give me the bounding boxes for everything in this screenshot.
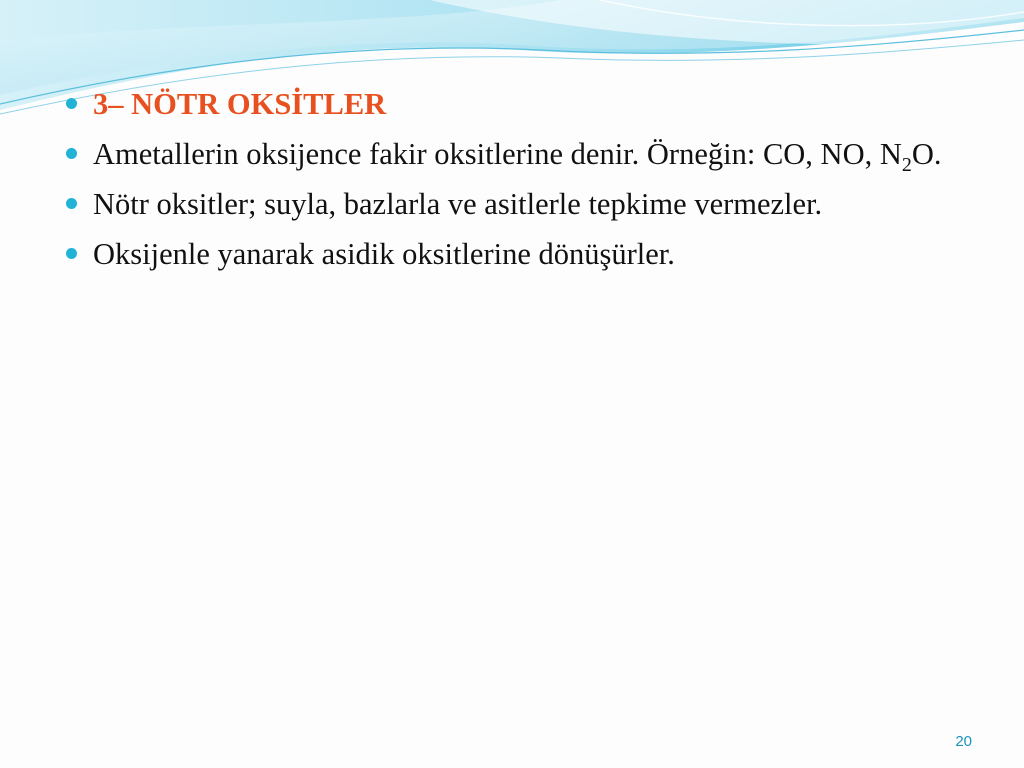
bullet-item-heading — [62, 82, 972, 126]
bullet-text-tail: O. — [911, 137, 942, 171]
bullet-item — [62, 132, 972, 176]
bullet-item — [62, 182, 972, 226]
bullet-dot-icon — [66, 198, 77, 209]
bullet-list — [62, 82, 972, 282]
slide-heading: 3– NÖTR OKSİTLER — [93, 87, 387, 121]
bullet-text: Ametallerin oksijence fakir oksitlerine denir. Örneğin: CO, NO, N — [93, 137, 902, 171]
bullet-dot-icon — [66, 248, 77, 259]
bullet-dot-icon — [66, 148, 77, 159]
slide-number: 20 — [955, 733, 972, 750]
bullet-text: Oksijenle yanarak asidik oksitlerine dönüşürler. — [93, 237, 675, 271]
subscript-text: 2 — [901, 154, 912, 176]
bullet-text: Nötr oksitler; suyla, bazlarla ve asitlerle tepkime vermezler. — [93, 187, 823, 221]
bullet-item — [62, 232, 972, 276]
bullet-dot-icon — [66, 98, 77, 109]
